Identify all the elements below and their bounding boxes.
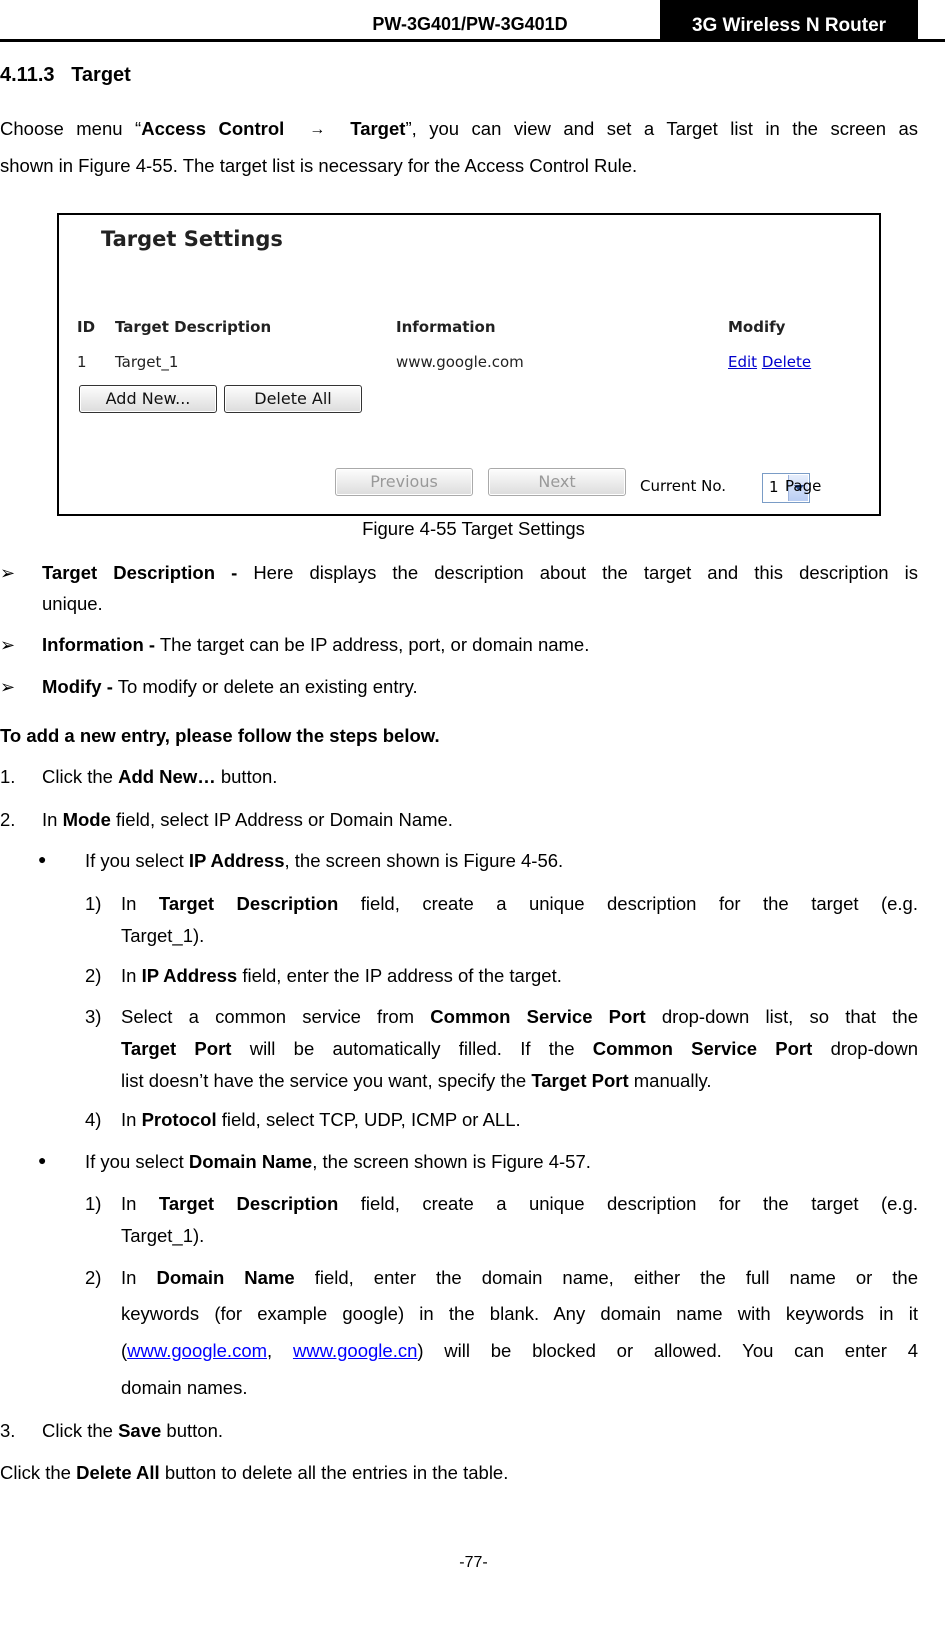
def-term: Target Description - <box>42 562 238 583</box>
def-term: Information - <box>42 634 156 655</box>
menu-access-control: Access Control <box>141 118 285 139</box>
intro-line-2: shown in Figure 4-55. The target list is necessary for the Access Control Rule. <box>0 155 638 176</box>
dn-sub-1-num: 1) <box>85 1193 102 1214</box>
delete-all-button[interactable]: Delete All <box>224 385 362 413</box>
edit-link[interactable]: Edit <box>728 353 758 371</box>
row-information: www.google.com <box>396 353 524 371</box>
step-bold: Domain Name <box>188 1151 313 1172</box>
dn-sub-2-line-2: keywords (for example google) in the blank. Any domain name with keywords in it <box>121 1303 918 1324</box>
step-bold: Target Port <box>531 1070 629 1091</box>
step-text: button. <box>215 766 278 787</box>
step-bold: Protocol <box>141 1109 217 1130</box>
def-text: Here displays the description about the target and this description is <box>237 562 918 583</box>
step-text: ( <box>121 1340 128 1361</box>
ip-sub-2-num: 2) <box>85 965 102 986</box>
step-text: field, enter the domain name, either the full name or the <box>294 1267 918 1288</box>
page-label: Page <box>785 477 822 495</box>
steps-title: To add a new entry, please follow the steps below. <box>0 725 440 746</box>
page-number: -77- <box>459 1554 488 1571</box>
menu-target: Target <box>350 118 406 139</box>
bullet-dot-icon: ● <box>38 851 47 867</box>
step-text: If you select <box>85 1151 189 1172</box>
step-3 <box>0 1420 224 1442</box>
step-text: Click the <box>0 1462 77 1483</box>
step-text: field, select IP Address or Domain Name. <box>110 809 453 830</box>
ip-sub-3-line-3 <box>121 1070 712 1092</box>
step-1 <box>0 766 278 788</box>
section-heading <box>0 64 131 87</box>
step-text: In <box>121 1193 159 1214</box>
closing-text <box>0 1462 508 1484</box>
step-bold: Save <box>118 1420 162 1441</box>
row-modify <box>728 353 811 371</box>
step-text: drop-down list, so that the <box>645 1006 918 1027</box>
step-text: Click the <box>42 1420 119 1441</box>
step-text: list doesn’t have the service you want, specify the <box>121 1070 532 1091</box>
current-no-value: 1 <box>769 478 779 496</box>
step-text: , the screen shown is Figure 4-56. <box>284 850 564 871</box>
header-rule <box>0 39 945 42</box>
dn-sub-1 <box>121 1193 918 1215</box>
step-text: In <box>121 965 142 986</box>
dn-sub-2-line-1 <box>121 1267 918 1289</box>
step-text: Select a common service from <box>121 1006 431 1027</box>
current-no-label: Current No. <box>640 477 727 495</box>
domain-name-item <box>85 1151 591 1173</box>
row-description: Target_1 <box>115 353 179 371</box>
col-header-modify: Modify <box>728 318 786 336</box>
intro-text: ”, you can view and set a Target list in the screen as <box>405 118 919 139</box>
col-header-information: Information <box>396 318 496 336</box>
step-text: In <box>121 1109 142 1130</box>
previous-button[interactable]: Previous <box>335 468 473 496</box>
step-text: In <box>121 1267 157 1288</box>
col-header-id: ID <box>77 318 96 336</box>
step-text: , the screen shown is Figure 4-57. <box>312 1151 591 1172</box>
step-text: field, select TCP, UDP, ICMP or ALL. <box>216 1109 521 1130</box>
col-header-description: Target Description <box>115 318 272 336</box>
step-bold: IP Address <box>188 850 285 871</box>
figure-caption: Figure 4-55 Target Settings <box>362 518 585 539</box>
section-title: Target <box>71 64 131 86</box>
link-google-com[interactable]: www.google.com <box>127 1340 268 1361</box>
step-text: manually. <box>628 1070 712 1091</box>
ip-address-item <box>85 850 563 872</box>
header-product-tab: 3G Wireless N Router <box>660 0 918 40</box>
step-text: button. <box>161 1420 224 1441</box>
step-text: field, create a unique description for the target (e.g. <box>338 1193 918 1214</box>
step-bold: Domain Name <box>156 1267 295 1288</box>
step-text: In <box>42 809 63 830</box>
dn-sub-2-line-3 <box>121 1340 918 1362</box>
step-text: ) will be blocked or allowed. You can enter 4 <box>417 1340 919 1361</box>
step-text: Click the <box>42 766 119 787</box>
dn-sub-2-num: 2) <box>85 1267 102 1288</box>
def-target-description-cont: unique. <box>42 593 103 614</box>
step-bold: Target Description <box>158 1193 339 1214</box>
def-target-description <box>42 562 918 584</box>
figure-title: Target Settings <box>101 227 283 251</box>
def-information <box>42 634 589 656</box>
step-bold: Mode <box>62 809 111 830</box>
ip-sub-2 <box>121 965 562 987</box>
intro-text: Choose menu “ <box>0 118 142 139</box>
add-new-button[interactable]: Add New... <box>79 385 217 413</box>
ip-sub-3-num: 3) <box>85 1006 102 1027</box>
step-text: field, create a unique description for the target (e.g. <box>338 893 918 914</box>
next-button[interactable]: Next <box>488 468 626 496</box>
intro-line-1 <box>0 118 918 140</box>
step-bold: Delete All <box>76 1462 160 1483</box>
def-text: The target can be IP address, port, or domain name. <box>155 634 590 655</box>
def-text: To modify or delete an existing entry. <box>112 676 418 697</box>
step-number: 3. <box>0 1420 16 1441</box>
step-bold: Add New… <box>118 766 216 787</box>
link-google-cn[interactable]: www.google.cn <box>292 1340 418 1361</box>
step-bold: Common Service Port <box>592 1038 813 1059</box>
bullet-arrow-icon: ➢ <box>0 563 16 583</box>
bullet-arrow-icon: ➢ <box>0 677 16 697</box>
ip-sub-1 <box>121 893 918 915</box>
bullet-arrow-icon: ➢ <box>0 635 16 655</box>
def-modify <box>42 676 418 698</box>
row-id: 1 <box>77 353 87 371</box>
ip-sub-1-cont: Target_1). <box>121 925 205 946</box>
header-model: PW-3G401/PW-3G401D <box>372 14 568 34</box>
step-number: 1. <box>0 766 16 787</box>
step-text: drop-down <box>812 1038 918 1059</box>
step-2 <box>0 809 453 831</box>
step-bold: Target Port <box>121 1038 232 1059</box>
ip-sub-3-line-1 <box>121 1006 918 1028</box>
dn-sub-1-cont: Target_1). <box>121 1225 205 1246</box>
section-number: 4.11.3 <box>0 64 55 86</box>
ip-sub-4-num: 4) <box>85 1109 102 1130</box>
figure-target-settings <box>57 213 881 516</box>
step-bold: Common Service Port <box>430 1006 646 1027</box>
step-bold: Target Description <box>158 893 339 914</box>
ip-sub-3-line-2 <box>121 1038 918 1060</box>
bullet-dot-icon: ● <box>38 1152 47 1168</box>
step-text: will be automatically filled. If the <box>231 1038 593 1059</box>
step-bold: IP Address <box>141 965 238 986</box>
def-term: Modify - <box>42 676 113 697</box>
ip-sub-1-num: 1) <box>85 893 102 914</box>
step-text: button to delete all the entries in the table. <box>159 1462 509 1483</box>
step-number: 2. <box>0 809 16 830</box>
ip-sub-4 <box>121 1109 521 1131</box>
step-text: field, enter the IP address of the target. <box>237 965 562 986</box>
arrow-right-icon: → <box>309 121 326 139</box>
step-text: , <box>267 1340 293 1361</box>
step-text: In <box>121 893 159 914</box>
delete-link[interactable]: Delete <box>761 353 812 371</box>
dn-sub-2-line-4: domain names. <box>121 1377 248 1398</box>
step-text: If you select <box>85 850 189 871</box>
